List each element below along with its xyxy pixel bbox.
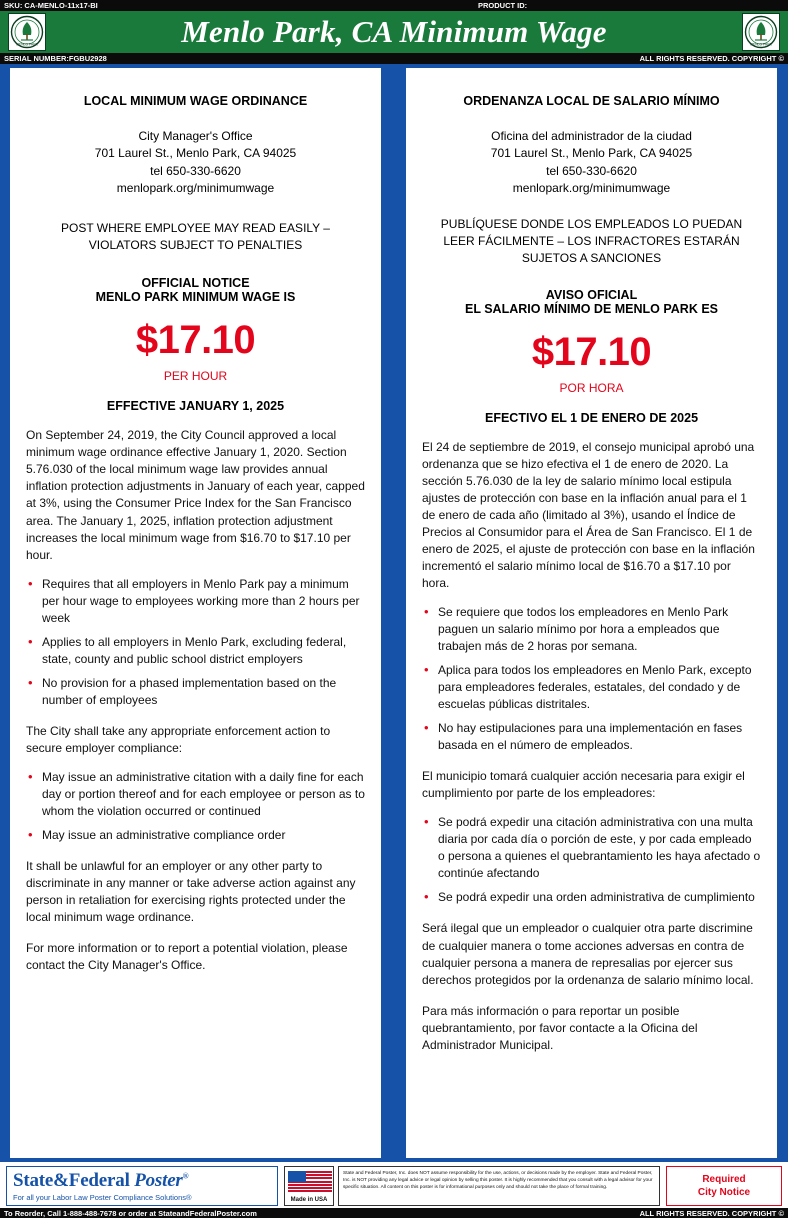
svg-text:MENLO PARK: MENLO PARK	[16, 42, 38, 47]
english-title: LOCAL MINIMUM WAGE ORDINANCE	[83, 94, 308, 108]
required-notice-line1: Required	[702, 1174, 746, 1185]
meta-top-bar	[0, 0, 788, 11]
list-item: • No provision for a phased implementation based on the number of employees	[26, 675, 365, 709]
english-per-unit: PER HOUR	[163, 369, 228, 384]
spanish-post-notice-line2: LEER FÁCILMENTE – LOS INFRACTORES ESTARÁN	[443, 233, 740, 248]
serial-number-label: SERIAL NUMBER:FGBU2928	[4, 54, 107, 63]
spanish-panel	[404, 66, 779, 1160]
required-notice-line2: City Notice	[697, 1187, 751, 1198]
english-post-notice-line1: POST WHERE EMPLOYEE MAY READ EASILY –	[61, 220, 330, 235]
header-band	[0, 11, 788, 53]
made-in-usa-label: Made in USA	[290, 1197, 328, 1203]
sku-label: SKU: CA-MENLO-11x17-BI	[4, 1, 98, 10]
page-title: Menlo Park, CA Minimum Wage	[181, 14, 607, 49]
spanish-paragraph-3: Será ilegal que un empleador o cualquier otra parte discrimine de cualquier manera o tome acciones adversas en contra de cualquier persona a manera de represalias por ejercer sus derechos protegidos por la ordenanza de salario mínimo local.	[422, 921, 754, 987]
english-agency: City Manager's Office	[138, 129, 253, 143]
spanish-paragraph-2: El municipio tomará cualquier acción necesaria para exigir el cumplimiento por parte de los empleadores:	[422, 769, 745, 801]
required-notice-badge	[666, 1166, 782, 1206]
brand-federal: Federal	[68, 1170, 130, 1191]
english-effective-date: EFFECTIVE JANUARY 1, 2025	[106, 399, 285, 414]
english-phone: tel 650-330-6620	[150, 163, 241, 178]
brand-registered-mark: ®	[182, 1171, 189, 1181]
brand-poster: Poster	[134, 1170, 183, 1191]
brand-logo	[6, 1166, 278, 1206]
english-official-notice: OFFICIAL NOTICE	[141, 276, 250, 291]
svg-text:MENLO PARK: MENLO PARK	[750, 42, 772, 47]
english-website: menlopark.org/minimumwage	[116, 181, 275, 196]
city-seal-right-icon	[742, 13, 780, 51]
spanish-wage-amount: $17.10	[531, 329, 652, 374]
english-paragraph-1: On September 24, 2019, the City Council approved a local minimum wage ordinance effective January 1, 2020. Section 5.76.030 of the local minimum wage law provides annual inflation protection adjustments in January of each year, capped at 3%, using the Consumer Price Index for the San Francisco area. The January 1, 2025, inflation protection adjustment increases the local minimum wage from $16.70 to $17.10 per hour.	[26, 428, 365, 562]
spanish-agency: Oficina del administrador de la ciudad	[491, 129, 692, 143]
spanish-paragraph-4: Para más información o para reportar un posible quebrantamiento, por favor contacte a la Oficina del Administrador Municipal.	[422, 1003, 698, 1052]
reorder-info: To Reorder, Call 1-888-488-7678 or order at StateandFederalPoster.com	[4, 1208, 257, 1218]
english-paragraph-2: The City shall take any appropriate enforcement action to secure employer compliance:	[26, 723, 331, 755]
english-wage-amount: $17.10	[135, 318, 256, 363]
english-bullets-1	[26, 576, 365, 709]
spanish-per-unit: POR HORA	[559, 380, 624, 395]
english-paragraph-3: It shall be unlawful for an employer or any other party to discriminate in any manner or take adverse action against any person in retaliation for exercising rights protected under the local minimum wage ordinance.	[26, 859, 356, 925]
city-seal-left-icon	[8, 13, 46, 51]
spanish-wage-intro: EL SALARIO MÍNIMO DE MENLO PARK ES	[464, 301, 719, 316]
brand-ampersand: &	[53, 1170, 69, 1191]
spanish-address: 701 Laurel St., Menlo Park, CA 94025	[490, 146, 693, 161]
disclaimer-text: State and Federal Poster, Inc. does NOT assume responsibility for the use, actions, or decisions made by the employer. State and Federal Poster, Inc. is NOT providing any legal advice or legal opinion by selling this poster. It is highly recommended that you consult with a legal advisor for your specific situation. All content on this poster is for informational purposes only and should not take the place of formal training.	[338, 1166, 660, 1206]
brand-state: State	[13, 1170, 54, 1191]
spanish-title: ORDENANZA LOCAL DE SALARIO MÍNIMO	[463, 94, 720, 108]
english-address: 701 Laurel St., Menlo Park, CA 94025	[94, 146, 297, 161]
made-in-usa-flag-icon	[284, 1166, 334, 1206]
spanish-post-notice-line3: SUJETOS A SANCIONES	[521, 251, 662, 266]
spanish-phone: tel 650-330-6620	[546, 163, 637, 178]
english-wage-intro: MENLO PARK MINIMUM WAGE IS	[95, 290, 296, 305]
list-item: • No hay estipulaciones para una implementación en fases basada en el número de empleados.	[422, 720, 761, 754]
copyright-bottom-label: ALL RIGHTS RESERVED. COPYRIGHT ©	[639, 1208, 784, 1218]
list-item: • Aplica para todos los empleadores en Menlo Park, excepto para empleadores federales, estatales, del condado y de escuelas públicas distritales.	[422, 662, 761, 713]
list-item: • May issue an administrative citation with a daily fine for each day or portion thereof and for each employee or person as to whom the violation occurred or continued	[26, 769, 365, 820]
spanish-official-notice: AVISO OFICIAL	[545, 287, 638, 302]
list-item: • Requires that all employers in Menlo Park pay a minimum per hour wage to employees working more than 2 hours per week	[26, 576, 365, 627]
list-item: • Se requiere que todos los empleadores en Menlo Park paguen un salario mínimo por hora a empleados que trabajen más de 2 horas por semana.	[422, 604, 761, 655]
spanish-paragraph-1: El 24 de septiembre de 2019, el consejo municipal aprobó una ordenanza que se hizo efectiva el 1 de enero de 2020. La sección 5.76.030 de la ley de salario mínimo local estipula ajustes de protección con base en la inflación anual para el 1 de enero de cada año (limitado al 3%), usando el Índice de Precios al Consumidor para el Área de San Francisco. El 1 de enero de 2025, el ajuste de protección con base en la inflación incrementó el salario mínimo local de $16.70 a $17.10 por hora.	[422, 439, 755, 590]
english-panel	[8, 66, 383, 1160]
spanish-bullets-2	[422, 814, 761, 906]
meta-bottom-bar	[0, 1208, 788, 1218]
spanish-effective-date: EFECTIVO EL 1 DE ENERO DE 2025	[484, 410, 699, 425]
list-item: • Se podrá expedir una citación administrativa con una multa diaria por cada día o porción de este, y por cada empleado o persona a quienes el quebrantamiento les haya afectado o continúe afectando	[422, 814, 761, 882]
english-paragraph-4: For more information or to report a potential violation, please contact the City Manager's Office.	[26, 941, 348, 973]
meta-serial-bar	[0, 53, 788, 64]
spanish-bullets-1	[422, 604, 761, 754]
english-post-notice-line2: VIOLATORS SUBJECT TO PENALTIES	[88, 237, 303, 252]
spanish-website: menlopark.org/minimumwage	[512, 181, 671, 196]
brand-tagline: For all your Labor Law Poster Compliance Solutions®	[13, 1193, 192, 1202]
product-id-label: PRODUCT ID:	[478, 1, 528, 10]
list-item: • Se podrá expedir una orden administrativa de cumplimiento	[422, 889, 761, 906]
spanish-post-notice-line1: PUBLÍQUESE DONDE LOS EMPLEADOS LO PUEDAN	[440, 216, 743, 231]
english-bullets-2	[26, 769, 365, 844]
list-item: • May issue an administrative compliance order	[26, 827, 365, 844]
list-item: • Applies to all employers in Menlo Park, excluding federal, state, county and public school district employers	[26, 634, 365, 668]
copyright-top-label: ALL RIGHTS RESERVED. COPYRIGHT ©	[639, 54, 784, 63]
